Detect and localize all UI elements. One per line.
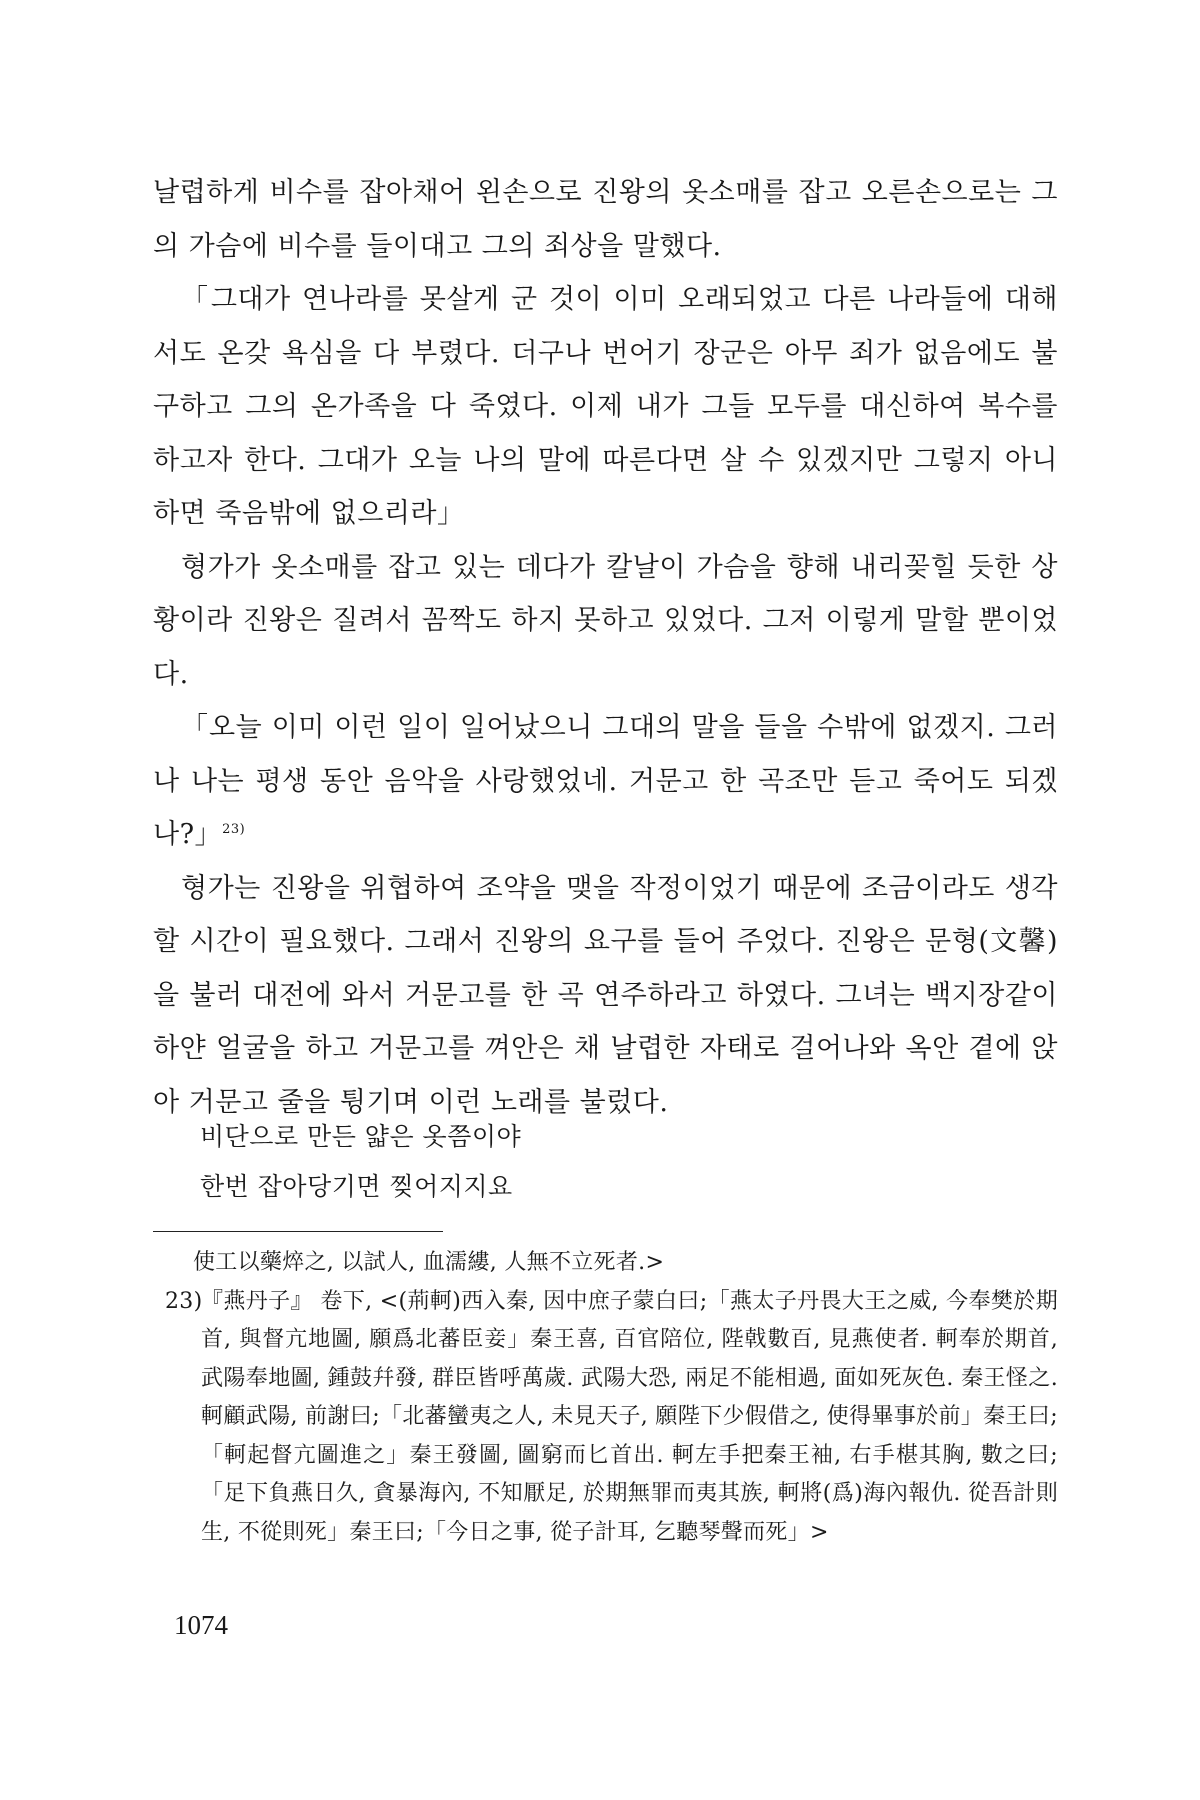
footnote-ref-23[interactable]: 23) <box>222 822 246 837</box>
footnotes <box>153 1244 1058 1552</box>
footnote-23-number: 23) <box>165 1288 203 1314</box>
footnote-divider <box>153 1231 443 1232</box>
paragraph-2: 「그대가 연나라를 못살게 군 것이 이미 오래되었고 다른 나라들에 대해서도 온갖 욕심을 다 부렸다. 더구나 번어기 장군은 아무 죄가 없음에도 불구하고 그의 온가족을 다 죽였다. 이제 내가 그들 모두를 대신하여 복수를 하고자 한다. 그대가 오늘 나의 말에 따른다면 살 수 있겠지만 그렇지 아니하면 죽음밖에 없으리라」 <box>153 284 1058 529</box>
song-verse <box>200 1112 521 1212</box>
main-text <box>153 166 1058 1129</box>
paragraph-3: 형가가 옷소매를 잡고 있는 데다가 칼날이 가슴을 향해 내리꽂힐 듯한 상황이라 진왕은 질려서 꼼짝도 하지 못하고 있었다. 그저 이렇게 말할 뿐이었다. <box>153 551 1058 690</box>
footnote-23-text: 『燕丹子』 卷下, <(荊軻)西入秦, 因中庶子蒙白曰;「燕太子丹畏大王之威, 今奉樊於期首, 與督亢地圖, 願爲北蕃臣妾」秦王喜, 百官陪位, 陛戟數百, 見燕使者. 軻奉於期首, 武陽奉地圖, 鍾鼓幷發, 群臣皆呼萬歲. 武陽大恐, 兩足不能相過, 面如死灰色. 秦王怪之. 軻顧武陽, 前謝曰;「北蕃蠻夷之人, 未見天子, 願陛下少假借之, 使得畢事於前」秦王曰;「軻起督亢圖進之」秦王發圖, 圖窮而匕首出. 軻左手把秦王袖, 右手椹其胸, 數之曰;「足下負燕日久, 貪暴海內, 不知厭足, 於期無罪而夷其族, 軻將(爲)海內報仇. 從吾計則生, 不從則死」秦王曰;「今日之事, 從子計耳, 乞聽琴聲而死」> <box>201 1288 1058 1545</box>
paragraph-4 <box>153 701 1058 862</box>
paragraph-5: 형가는 진왕을 위협하여 조약을 맺을 작정이었기 때문에 조금이라도 생각할 시간이 필요했다. 그래서 진왕의 요구를 들어 주었다. 진왕은 문형(文馨)을 불러 대전에 와서 거문고를 한 곡 연주하라고 하였다. 그녀는 백지장같이 하얀 얼굴을 하고 거문고를 껴안은 채 날렵한 자태로 걸어나와 옥안 곁에 앉아 거문고 줄을 튕기며 이런 노래를 불렀다. <box>153 872 1058 1118</box>
footnote-23 <box>153 1283 1058 1553</box>
footnote-continuation: 使工以藥焠之, 以試人, 血濡縷, 人無不立死者.> <box>193 1250 665 1275</box>
verse-line-1: 비단으로 만든 얇은 옷쯤이야 <box>200 1122 522 1151</box>
paragraph-1: 날렵하게 비수를 잡아채어 왼손으로 진왕의 옷소매를 잡고 오른손으로는 그의 가슴에 비수를 들이대고 그의 죄상을 말했다. <box>153 177 1058 262</box>
page-number: 1074 <box>174 1610 228 1640</box>
verse-line-2: 한번 잡아당기면 찢어지지요 <box>200 1172 513 1201</box>
paragraph-4-text: 「오늘 이미 이런 일이 일어났으니 그대의 말을 들을 수밖에 없겠지. 그러나 나는 평생 동안 음악을 사랑했었네. 거문고 한 곡조만 듣고 죽어도 되겠나?」 <box>153 712 1058 850</box>
